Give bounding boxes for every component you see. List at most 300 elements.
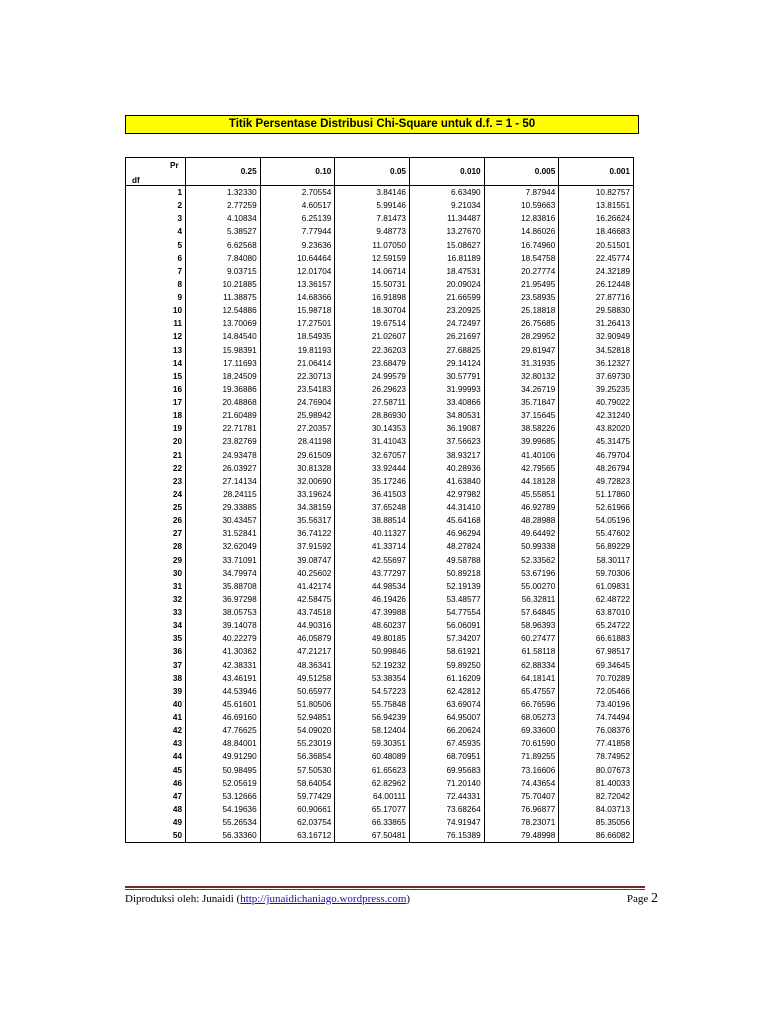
- table-row: [126, 790, 634, 803]
- value-cell: 22.71781: [186, 422, 261, 435]
- value-cell: 24.32189: [559, 265, 634, 278]
- value-cell: 28.29952: [484, 330, 559, 343]
- value-cell: 43.46191: [186, 672, 261, 685]
- value-cell: 35.17246: [335, 475, 410, 488]
- table-row: [126, 186, 634, 200]
- value-cell: 22.36203: [335, 344, 410, 357]
- value-cell: 47.76625: [186, 724, 261, 737]
- value-cell: 59.89250: [409, 659, 484, 672]
- value-cell: 61.58118: [484, 645, 559, 658]
- table-row: [126, 265, 634, 278]
- value-cell: 79.48998: [484, 829, 559, 843]
- value-cell: 53.38354: [335, 672, 410, 685]
- table-row: [126, 711, 634, 724]
- value-cell: 11.07050: [335, 239, 410, 252]
- value-cell: 48.84001: [186, 737, 261, 750]
- df-cell: 11: [126, 317, 186, 330]
- value-cell: 62.03754: [260, 816, 335, 829]
- value-cell: 24.72497: [409, 317, 484, 330]
- value-cell: 34.38159: [260, 501, 335, 514]
- value-cell: 41.40106: [484, 449, 559, 462]
- value-cell: 39.08747: [260, 554, 335, 567]
- value-cell: 52.33562: [484, 554, 559, 567]
- value-cell: 66.76596: [484, 698, 559, 711]
- value-cell: 36.74122: [260, 527, 335, 540]
- value-cell: 59.30351: [335, 737, 410, 750]
- value-cell: 23.82769: [186, 435, 261, 448]
- value-cell: 9.23636: [260, 239, 335, 252]
- value-cell: 58.64054: [260, 777, 335, 790]
- value-cell: 65.24722: [559, 619, 634, 632]
- value-cell: 12.01704: [260, 265, 335, 278]
- value-cell: 55.47602: [559, 527, 634, 540]
- value-cell: 24.99579: [335, 370, 410, 383]
- value-cell: 20.48868: [186, 396, 261, 409]
- value-cell: 71.20140: [409, 777, 484, 790]
- value-cell: 9.03715: [186, 265, 261, 278]
- value-cell: 46.79704: [559, 449, 634, 462]
- df-cell: 14: [126, 357, 186, 370]
- value-cell: 7.77944: [260, 225, 335, 238]
- value-cell: 52.19139: [409, 580, 484, 593]
- df-cell: 39: [126, 685, 186, 698]
- value-cell: 48.60237: [335, 619, 410, 632]
- value-cell: 28.24115: [186, 488, 261, 501]
- value-cell: 63.69074: [409, 698, 484, 711]
- value-cell: 20.27774: [484, 265, 559, 278]
- value-cell: 29.61509: [260, 449, 335, 462]
- value-cell: 40.79022: [559, 396, 634, 409]
- value-cell: 31.26413: [559, 317, 634, 330]
- value-cell: 76.15389: [409, 829, 484, 843]
- value-cell: 30.57791: [409, 370, 484, 383]
- value-cell: 56.06091: [409, 619, 484, 632]
- value-cell: 59.77429: [260, 790, 335, 803]
- value-cell: 74.43654: [484, 777, 559, 790]
- value-cell: 26.03927: [186, 462, 261, 475]
- value-cell: 18.54758: [484, 252, 559, 265]
- table-row: [126, 225, 634, 238]
- value-cell: 10.64464: [260, 252, 335, 265]
- column-header: 0.005: [484, 158, 559, 186]
- value-cell: 38.05753: [186, 606, 261, 619]
- df-cell: 29: [126, 554, 186, 567]
- value-cell: 54.09020: [260, 724, 335, 737]
- value-cell: 68.05273: [484, 711, 559, 724]
- value-cell: 65.47557: [484, 685, 559, 698]
- value-cell: 72.05466: [559, 685, 634, 698]
- df-cell: 32: [126, 593, 186, 606]
- value-cell: 45.31475: [559, 435, 634, 448]
- table-row: [126, 501, 634, 514]
- df-cell: 13: [126, 344, 186, 357]
- value-cell: 19.36886: [186, 383, 261, 396]
- table-row: [126, 567, 634, 580]
- df-cell: 38: [126, 672, 186, 685]
- value-cell: 69.33600: [484, 724, 559, 737]
- page-indicator: [627, 891, 658, 907]
- df-cell: 9: [126, 291, 186, 304]
- value-cell: 78.23071: [484, 816, 559, 829]
- table-row: [126, 632, 634, 645]
- value-cell: 23.54183: [260, 383, 335, 396]
- value-cell: 54.05196: [559, 514, 634, 527]
- df-cell: 17: [126, 396, 186, 409]
- value-cell: 55.75848: [335, 698, 410, 711]
- value-cell: 35.71847: [484, 396, 559, 409]
- value-cell: 29.14124: [409, 357, 484, 370]
- value-cell: 71.89255: [484, 750, 559, 763]
- value-cell: 40.11327: [335, 527, 410, 540]
- value-cell: 49.51258: [260, 672, 335, 685]
- value-cell: 28.86930: [335, 409, 410, 422]
- value-cell: 53.12666: [186, 790, 261, 803]
- table-row: [126, 488, 634, 501]
- value-cell: 48.27824: [409, 540, 484, 553]
- value-cell: 36.19087: [409, 422, 484, 435]
- value-cell: 32.90949: [559, 330, 634, 343]
- footer-prefix: Diproduksi oleh: Junaidi (: [125, 893, 241, 905]
- df-cell: 22: [126, 462, 186, 475]
- table-row: [126, 619, 634, 632]
- df-cell: 48: [126, 803, 186, 816]
- value-cell: 15.50731: [335, 278, 410, 291]
- value-cell: 29.81947: [484, 344, 559, 357]
- value-cell: 42.55697: [335, 554, 410, 567]
- df-cell: 36: [126, 645, 186, 658]
- value-cell: 40.22279: [186, 632, 261, 645]
- table-row: [126, 527, 634, 540]
- df-cell: 6: [126, 252, 186, 265]
- value-cell: 51.80506: [260, 698, 335, 711]
- value-cell: 41.30362: [186, 645, 261, 658]
- table-row: [126, 514, 634, 527]
- df-label: df: [132, 176, 140, 185]
- table-row: [126, 554, 634, 567]
- value-cell: 15.08627: [409, 239, 484, 252]
- table-row: [126, 659, 634, 672]
- value-cell: 84.03713: [559, 803, 634, 816]
- value-cell: 51.17860: [559, 488, 634, 501]
- value-cell: 42.38331: [186, 659, 261, 672]
- value-cell: 6.25139: [260, 212, 335, 225]
- value-cell: 38.88514: [335, 514, 410, 527]
- value-cell: 27.14134: [186, 475, 261, 488]
- value-cell: 2.77259: [186, 199, 261, 212]
- table-row: [126, 606, 634, 619]
- table-row: [126, 462, 634, 475]
- value-cell: 9.48773: [335, 225, 410, 238]
- value-cell: 25.18818: [484, 304, 559, 317]
- value-cell: 13.70069: [186, 317, 261, 330]
- value-cell: 72.44331: [409, 790, 484, 803]
- value-cell: 18.24509: [186, 370, 261, 383]
- value-cell: 1.32330: [186, 186, 261, 200]
- table-row: [126, 239, 634, 252]
- footer-suffix: ): [406, 893, 411, 905]
- value-cell: 33.40866: [409, 396, 484, 409]
- value-cell: 59.70306: [559, 567, 634, 580]
- value-cell: 3.84146: [335, 186, 410, 200]
- value-cell: 76.96877: [484, 803, 559, 816]
- df-cell: 16: [126, 383, 186, 396]
- value-cell: 14.06714: [335, 265, 410, 278]
- value-cell: 43.74518: [260, 606, 335, 619]
- value-cell: 7.81473: [335, 212, 410, 225]
- footer-divider: [125, 886, 645, 888]
- value-cell: 27.58711: [335, 396, 410, 409]
- value-cell: 16.26624: [559, 212, 634, 225]
- value-cell: 67.98517: [559, 645, 634, 658]
- value-cell: 42.79565: [484, 462, 559, 475]
- value-cell: 53.67196: [484, 567, 559, 580]
- value-cell: 2.70554: [260, 186, 335, 200]
- table-row: [126, 199, 634, 212]
- page-label: Page: [626, 893, 649, 905]
- df-cell: 42: [126, 724, 186, 737]
- value-cell: 73.16606: [484, 764, 559, 777]
- value-cell: 50.65977: [260, 685, 335, 698]
- value-cell: 44.53946: [186, 685, 261, 698]
- column-header: 0.25: [186, 158, 261, 186]
- value-cell: 52.61966: [559, 501, 634, 514]
- value-cell: 56.32811: [484, 593, 559, 606]
- page-number: 2: [651, 891, 658, 906]
- table-row: [126, 396, 634, 409]
- value-cell: 44.90316: [260, 619, 335, 632]
- table-row: [126, 829, 634, 843]
- value-cell: 44.31410: [409, 501, 484, 514]
- table-row: [126, 816, 634, 829]
- table-row: [126, 291, 634, 304]
- column-header: 0.10: [260, 158, 335, 186]
- value-cell: 77.41858: [559, 737, 634, 750]
- value-cell: 14.86026: [484, 225, 559, 238]
- df-cell: 3: [126, 212, 186, 225]
- value-cell: 46.05879: [260, 632, 335, 645]
- value-cell: 32.67057: [335, 449, 410, 462]
- df-cell: 43: [126, 737, 186, 750]
- table-row: [126, 317, 634, 330]
- value-cell: 21.06414: [260, 357, 335, 370]
- value-cell: 50.99846: [335, 645, 410, 658]
- value-cell: 26.21697: [409, 330, 484, 343]
- value-cell: 32.00690: [260, 475, 335, 488]
- value-cell: 52.05619: [186, 777, 261, 790]
- value-cell: 56.33360: [186, 829, 261, 843]
- value-cell: 65.17077: [335, 803, 410, 816]
- value-cell: 48.36341: [260, 659, 335, 672]
- value-cell: 10.59663: [484, 199, 559, 212]
- value-cell: 69.95683: [409, 764, 484, 777]
- value-cell: 32.80132: [484, 370, 559, 383]
- value-cell: 27.68825: [409, 344, 484, 357]
- value-cell: 60.90661: [260, 803, 335, 816]
- df-cell: 7: [126, 265, 186, 278]
- value-cell: 16.74960: [484, 239, 559, 252]
- df-cell: 24: [126, 488, 186, 501]
- value-cell: 19.67514: [335, 317, 410, 330]
- value-cell: 56.94239: [335, 711, 410, 724]
- value-cell: 20.09024: [409, 278, 484, 291]
- value-cell: 12.83816: [484, 212, 559, 225]
- table-row: [126, 764, 634, 777]
- value-cell: 66.33865: [335, 816, 410, 829]
- footer-credit: [125, 893, 410, 905]
- table-row: [126, 698, 634, 711]
- value-cell: 48.28988: [484, 514, 559, 527]
- value-cell: 42.58475: [260, 593, 335, 606]
- value-cell: 22.30713: [260, 370, 335, 383]
- table-row: [126, 777, 634, 790]
- value-cell: 10.82757: [559, 186, 634, 200]
- value-cell: 47.39988: [335, 606, 410, 619]
- value-cell: 48.26794: [559, 462, 634, 475]
- pr-label: Pr: [170, 161, 179, 170]
- df-cell: 31: [126, 580, 186, 593]
- value-cell: 75.70407: [484, 790, 559, 803]
- value-cell: 18.54935: [260, 330, 335, 343]
- value-cell: 58.12404: [335, 724, 410, 737]
- value-cell: 39.25235: [559, 383, 634, 396]
- value-cell: 26.75685: [484, 317, 559, 330]
- table-row: [126, 449, 634, 462]
- value-cell: 18.46683: [559, 225, 634, 238]
- value-cell: 55.00270: [484, 580, 559, 593]
- table-row: [126, 475, 634, 488]
- value-cell: 23.20925: [409, 304, 484, 317]
- df-cell: 30: [126, 567, 186, 580]
- value-cell: 34.79974: [186, 567, 261, 580]
- value-cell: 22.45774: [559, 252, 634, 265]
- df-cell: 47: [126, 790, 186, 803]
- chi-square-table: [125, 157, 634, 843]
- df-cell: 35: [126, 632, 186, 645]
- value-cell: 7.87944: [484, 186, 559, 200]
- value-cell: 54.19636: [186, 803, 261, 816]
- value-cell: 62.88334: [484, 659, 559, 672]
- value-cell: 76.08376: [559, 724, 634, 737]
- value-cell: 24.93478: [186, 449, 261, 462]
- value-cell: 62.48722: [559, 593, 634, 606]
- table-body: [126, 186, 634, 843]
- value-cell: 46.69160: [186, 711, 261, 724]
- table-row: [126, 212, 634, 225]
- value-cell: 34.52818: [559, 344, 634, 357]
- value-cell: 41.63840: [409, 475, 484, 488]
- value-cell: 63.16712: [260, 829, 335, 843]
- value-cell: 15.98718: [260, 304, 335, 317]
- value-cell: 62.42812: [409, 685, 484, 698]
- df-cell: 34: [126, 619, 186, 632]
- table-row: [126, 344, 634, 357]
- value-cell: 50.98495: [186, 764, 261, 777]
- table-row: [126, 803, 634, 816]
- value-cell: 80.07673: [559, 764, 634, 777]
- value-cell: 11.38875: [186, 291, 261, 304]
- value-cell: 17.11693: [186, 357, 261, 370]
- value-cell: 37.91592: [260, 540, 335, 553]
- value-cell: 66.61883: [559, 632, 634, 645]
- value-cell: 37.65248: [335, 501, 410, 514]
- value-cell: 36.12327: [559, 357, 634, 370]
- value-cell: 37.15645: [484, 409, 559, 422]
- value-cell: 16.81189: [409, 252, 484, 265]
- value-cell: 27.87716: [559, 291, 634, 304]
- table-title: Titik Persentase Distribusi Chi-Square untuk d.f. = 1 - 50: [125, 115, 639, 134]
- value-cell: 33.19624: [260, 488, 335, 501]
- value-cell: 57.50530: [260, 764, 335, 777]
- table-row: [126, 685, 634, 698]
- value-cell: 37.56623: [409, 435, 484, 448]
- value-cell: 33.71091: [186, 554, 261, 567]
- value-cell: 58.96393: [484, 619, 559, 632]
- df-cell: 49: [126, 816, 186, 829]
- corner-cell: [126, 158, 186, 186]
- value-cell: 38.58226: [484, 422, 559, 435]
- value-cell: 26.29623: [335, 383, 410, 396]
- author-link[interactable]: http://junaidichaniago.wordpress.com: [240, 893, 407, 905]
- value-cell: 49.80185: [335, 632, 410, 645]
- value-cell: 50.99338: [484, 540, 559, 553]
- value-cell: 74.74494: [559, 711, 634, 724]
- df-cell: 33: [126, 606, 186, 619]
- value-cell: 26.12448: [559, 278, 634, 291]
- value-cell: 64.00111: [335, 790, 410, 803]
- column-header: 0.001: [559, 158, 634, 186]
- value-cell: 62.82962: [335, 777, 410, 790]
- value-cell: 32.62049: [186, 540, 261, 553]
- value-cell: 19.81193: [260, 344, 335, 357]
- df-cell: 20: [126, 435, 186, 448]
- value-cell: 40.25602: [260, 567, 335, 580]
- value-cell: 49.64492: [484, 527, 559, 540]
- footer-divider-thin: [125, 889, 645, 890]
- table-row: [126, 330, 634, 343]
- df-cell: 8: [126, 278, 186, 291]
- value-cell: 23.58935: [484, 291, 559, 304]
- value-cell: 16.91898: [335, 291, 410, 304]
- value-cell: 10.21885: [186, 278, 261, 291]
- table-row: [126, 540, 634, 553]
- df-cell: 21: [126, 449, 186, 462]
- value-cell: 5.38527: [186, 225, 261, 238]
- value-cell: 31.52841: [186, 527, 261, 540]
- table-row: [126, 435, 634, 448]
- value-cell: 67.45935: [409, 737, 484, 750]
- value-cell: 38.93217: [409, 449, 484, 462]
- value-cell: 39.14078: [186, 619, 261, 632]
- value-cell: 74.91947: [409, 816, 484, 829]
- value-cell: 73.40196: [559, 698, 634, 711]
- value-cell: 63.87010: [559, 606, 634, 619]
- value-cell: 54.77554: [409, 606, 484, 619]
- value-cell: 36.41503: [335, 488, 410, 501]
- df-cell: 12: [126, 330, 186, 343]
- value-cell: 46.19426: [335, 593, 410, 606]
- df-cell: 41: [126, 711, 186, 724]
- column-header: 0.010: [409, 158, 484, 186]
- value-cell: 86.66082: [559, 829, 634, 843]
- value-cell: 64.18141: [484, 672, 559, 685]
- value-cell: 82.72042: [559, 790, 634, 803]
- value-cell: 35.56317: [260, 514, 335, 527]
- df-cell: 10: [126, 304, 186, 317]
- value-cell: 39.99685: [484, 435, 559, 448]
- value-cell: 49.58788: [409, 554, 484, 567]
- value-cell: 45.61601: [186, 698, 261, 711]
- value-cell: 13.81551: [559, 199, 634, 212]
